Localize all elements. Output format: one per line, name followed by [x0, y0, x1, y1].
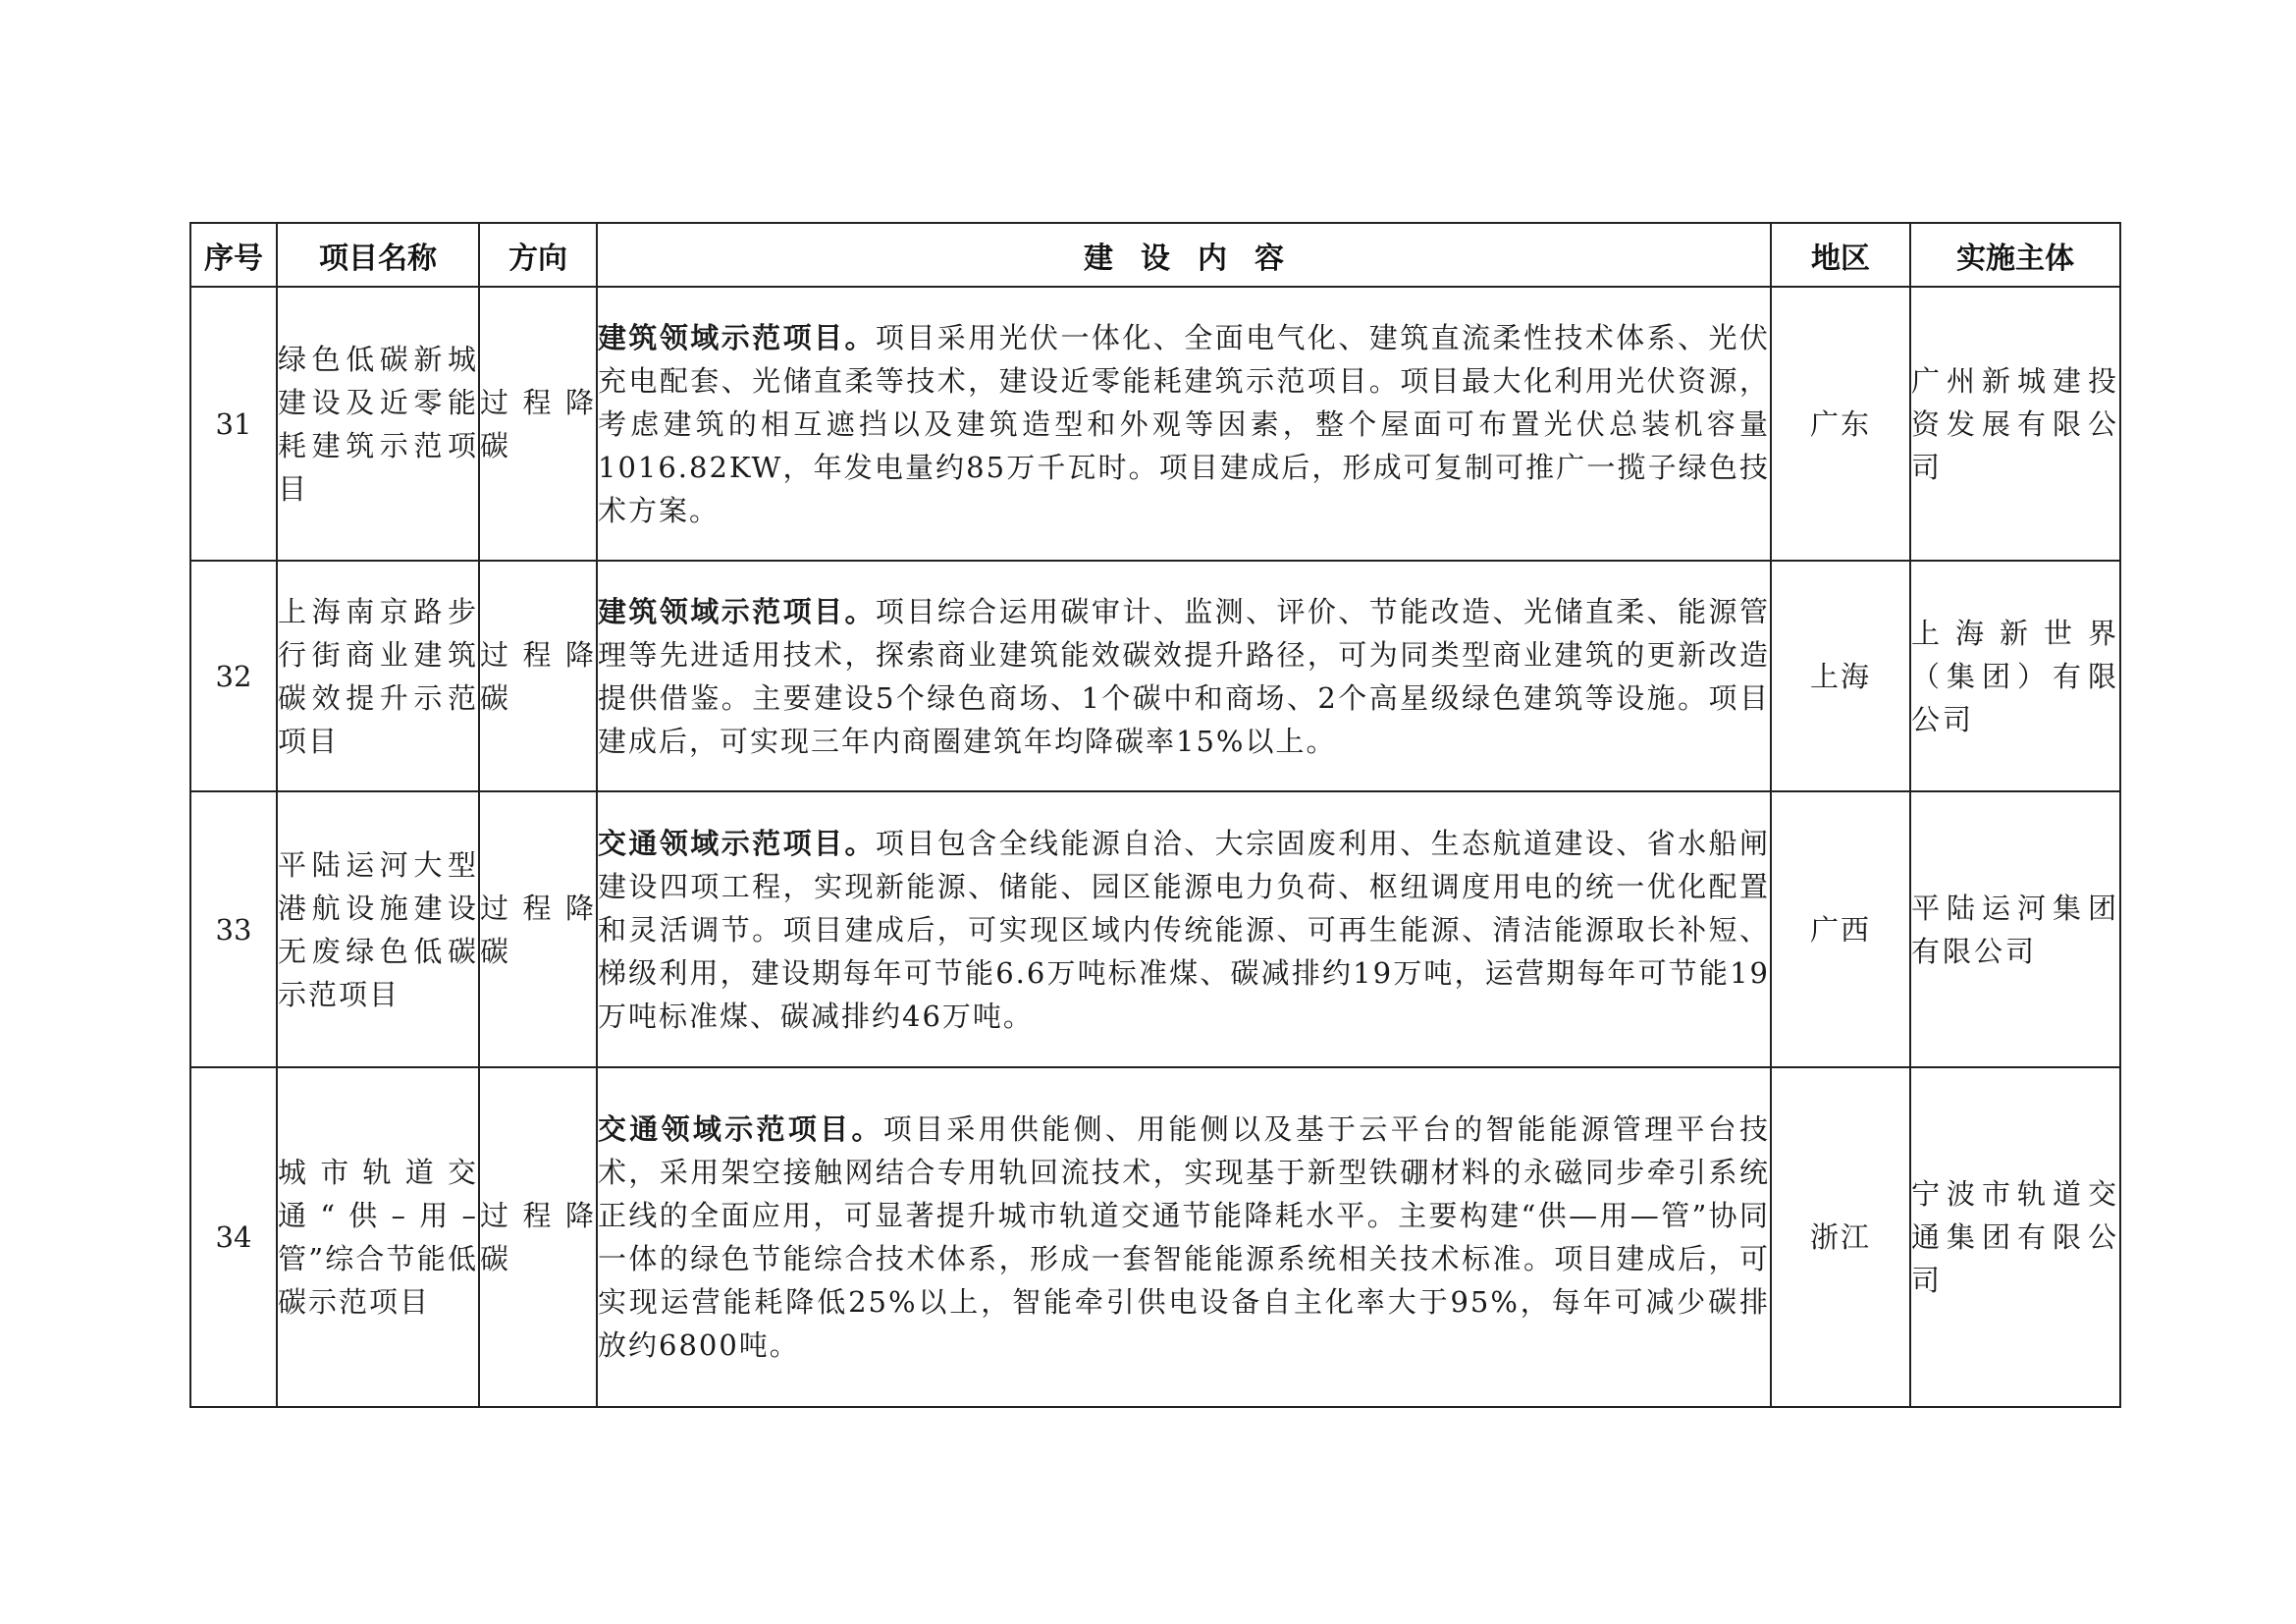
cell-implementer: 广州新城建投资发展有限公司 [1910, 287, 2120, 561]
table-header-row [190, 223, 2120, 287]
header-implementer: 实施主体 [1910, 223, 2120, 287]
content-body: 项目综合运用碳审计、监测、评价、节能改造、光储直柔、能源管理等先进适用技术，探索商业建筑能效碳效提升路径，可为同类型商业建筑的更新改造提供借鉴。主要建设5个绿色商场、1个碳中和商场、2个高星级绿色建筑等设施。项目建成后，可实现三年内商圈建筑年均降碳率15%以上。 [598, 594, 1770, 758]
cell-direction: 过程降碳 [479, 287, 597, 561]
cell-seq: 31 [190, 287, 277, 561]
cell-direction: 过程降碳 [479, 1067, 597, 1407]
header-direction: 方向 [479, 223, 597, 287]
cell-project-name: 上海南京路步行街商业建筑碳效提升示范项目 [277, 561, 479, 791]
header-content-label: 建设内容 [1084, 241, 1311, 276]
content-body: 项目包含全线能源自洽、大宗固废利用、生态航道建设、省水船闸建设四项工程，实现新能源、储能、园区能源电力负荷、枢纽调度用电的统一优化配置和灵活调节。项目建成后，可实现区域内传统能源、可再生能源、清洁能源取长补短、梯级利用，建设期每年可节能6.6万吨标准煤、碳减排约19万吨，运营期每年可节能19万吨标准煤、碳减排约46万吨。 [598, 826, 1770, 1033]
cell-content [597, 1067, 1771, 1407]
cell-implementer: 平陆运河集团有限公司 [1910, 791, 2120, 1067]
header-seq: 序号 [190, 223, 277, 287]
cell-implementer: 宁波市轨道交通集团有限公司 [1910, 1067, 2120, 1407]
cell-project-name: 绿色低碳新城建设及近零能耗建筑示范项目 [277, 287, 479, 561]
cell-direction: 过程降碳 [479, 561, 597, 791]
cell-content [597, 561, 1771, 791]
cell-region: 广东 [1771, 287, 1910, 561]
cell-direction: 过程降碳 [479, 791, 597, 1067]
cell-seq: 33 [190, 791, 277, 1067]
cell-project-name: 平陆运河大型港航设施建设无废绿色低碳示范项目 [277, 791, 479, 1067]
content-lead: 交通领域示范项目。 [598, 826, 876, 860]
document-page [189, 222, 2119, 1408]
table-row [190, 287, 2120, 561]
cell-region: 浙江 [1771, 1067, 1910, 1407]
projects-table [189, 222, 2121, 1408]
cell-content [597, 287, 1771, 561]
table-row [190, 791, 2120, 1067]
header-content [597, 223, 1771, 287]
cell-region: 广西 [1771, 791, 1910, 1067]
content-lead: 建筑领域示范项目。 [598, 320, 876, 354]
cell-content [597, 791, 1771, 1067]
content-body: 项目采用光伏一体化、全面电气化、建筑直流柔性技术体系、光伏充电配套、光储直柔等技术，建设近零能耗建筑示范项目。项目最大化利用光伏资源，考虑建筑的相互遮挡以及建筑造型和外观等因素，整个屋面可布置光伏总装机容量1016.82KW，年发电量约85万千瓦时。项目建成后，形成可复制可推广一揽子绿色技术方案。 [598, 320, 1770, 527]
cell-seq: 34 [190, 1067, 277, 1407]
cell-seq: 32 [190, 561, 277, 791]
table-row [190, 561, 2120, 791]
header-region: 地区 [1771, 223, 1910, 287]
cell-project-name: 城市轨道交通“供–用–管”综合节能低碳示范项目 [277, 1067, 479, 1407]
content-lead: 建筑领域示范项目。 [598, 594, 876, 628]
content-body: 项目采用供能侧、用能侧以及基于云平台的智能能源管理平台技术，采用架空接触网结合专用轨回流技术，实现基于新型铁硼材料的永磁同步牵引系统正线的全面应用，可显著提升城市轨道交通节能降耗水平。主要构建“供—用—管”协同一体的绿色节能综合技术体系，形成一套智能能源系统相关技术标准。项目建成后，可实现运营能耗降低25%以上，智能牵引供电设备自主化率大于95%，每年可减少碳排放约6800吨。 [598, 1112, 1770, 1362]
table-row [190, 1067, 2120, 1407]
cell-implementer: 上海新世界（集团）有限公司 [1910, 561, 2120, 791]
cell-region: 上海 [1771, 561, 1910, 791]
content-lead: 交通领域示范项目。 [598, 1112, 883, 1146]
header-name: 项目名称 [277, 223, 479, 287]
